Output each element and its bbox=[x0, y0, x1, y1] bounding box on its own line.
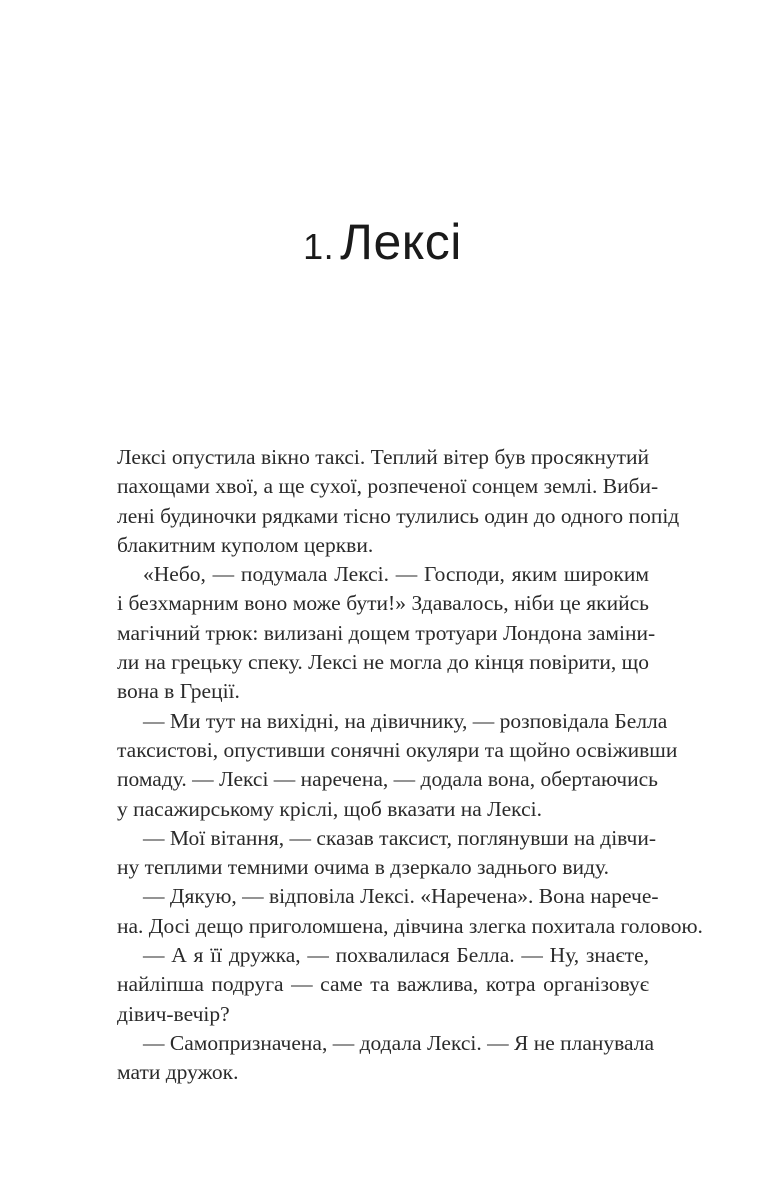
text-line: магічний трюк: вилизані дощем тротуари Лондона заміни- bbox=[117, 620, 656, 645]
text-line: — Дякую, — відповіла Лексі. «Наречена». Вона нарече- bbox=[143, 884, 659, 909]
text-line: — Самопризначена, — додала Лексі. — Я не планувала bbox=[143, 1030, 655, 1055]
chapter-number: 1. bbox=[303, 226, 335, 267]
text-line: помаду. — Лексі — наречена, — додала вона, обертаючись bbox=[117, 767, 658, 792]
text-line: Лексі опустила вікно таксі. Теплий вітер був просякнутий bbox=[117, 445, 649, 469]
text-line: мати дружок. bbox=[117, 1060, 239, 1085]
text-line: лені будиночки рядками тісно тулились один до одного попід bbox=[117, 503, 680, 528]
chapter-body-text bbox=[117, 443, 703, 1088]
text-line: найліпша подруга — саме та важлива, котра організовує bbox=[117, 972, 649, 997]
text-line: дівич-вечір? bbox=[117, 1001, 230, 1026]
text-line: ли на грецьку спеку. Лексі не могла до кінця повірити, що bbox=[117, 650, 649, 675]
chapter-title: Лексі bbox=[340, 214, 462, 270]
text-line: на. Досі дещо приголомшена, дівчина злегка похитала головою. bbox=[117, 913, 703, 938]
text-line: таксистові, опустивши сонячні окуляри та щойно освіживши bbox=[117, 737, 678, 762]
text-line: пахощами хвої, а ще сухої, розпеченої сонцем землі. Виби- bbox=[117, 474, 659, 499]
text-line: вона в Греції. bbox=[117, 679, 240, 704]
text-line: — Мої вітання, — сказав таксист, поглянувши на дівчи- bbox=[143, 825, 656, 850]
text-line: «Небо, — подумала Лексі. — Господи, яким широким bbox=[143, 562, 649, 587]
text-line: і безхмарним воно може бути!» Здавалось, ніби це якийсь bbox=[117, 591, 649, 616]
text-line: — А я її дружка, — похвалилася Белла. — Ну, знаєте, bbox=[143, 943, 649, 968]
text-line: ну теплими темними очима в дзеркало заднього виду. bbox=[117, 855, 609, 880]
text-line: блакитним куполом церкви. bbox=[117, 532, 374, 557]
text-line: у пасажирському кріслі, щоб вказати на Лексі. bbox=[117, 796, 542, 821]
text-line: — Ми тут на вихідні, на дівичнику, — розповідала Белла bbox=[143, 708, 668, 733]
chapter-heading bbox=[0, 212, 765, 277]
